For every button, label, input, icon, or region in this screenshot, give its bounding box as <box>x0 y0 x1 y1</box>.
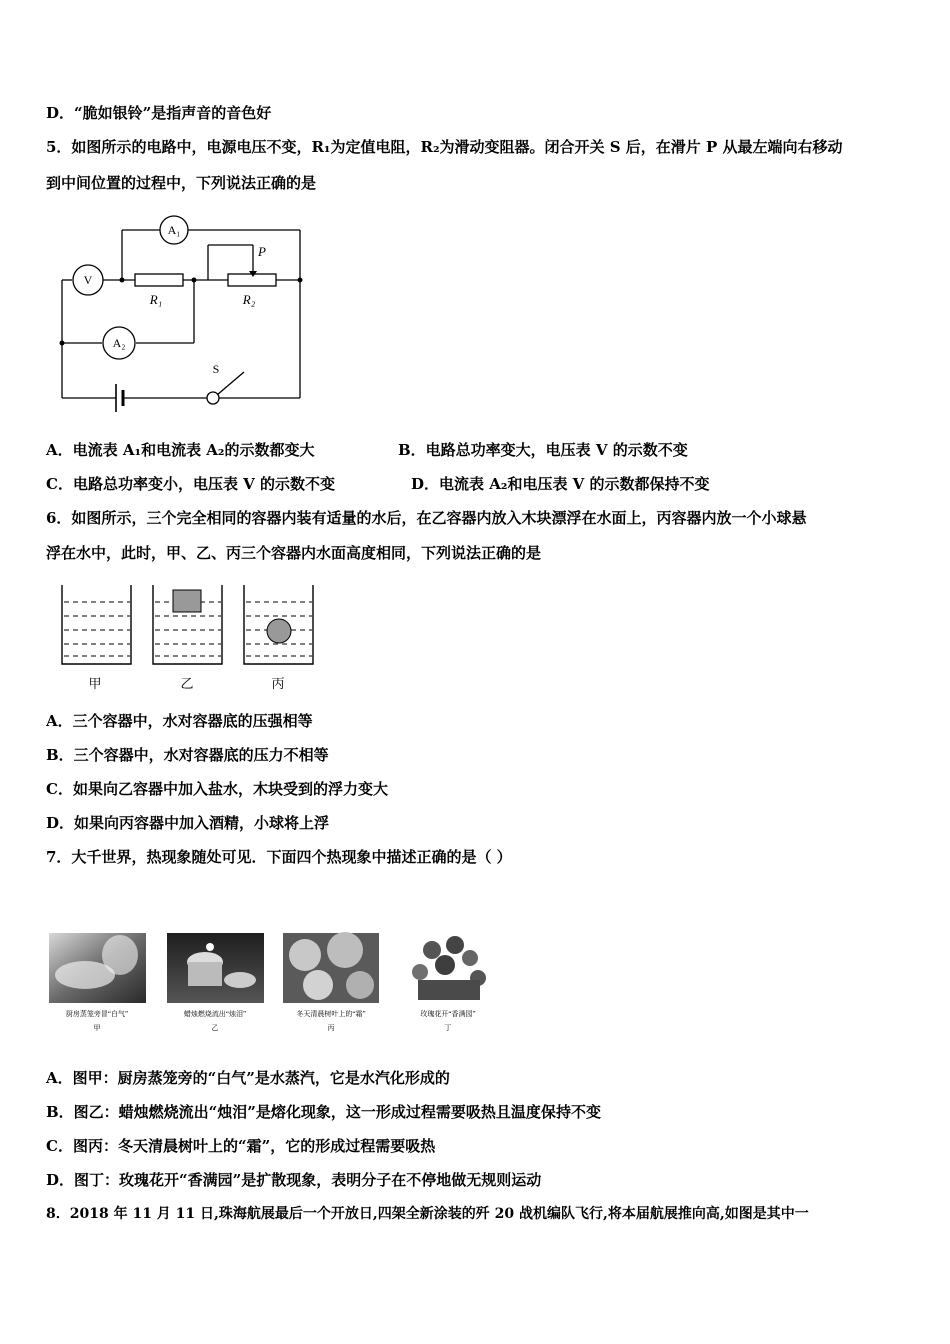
photo-label-3: 丙 <box>327 1024 335 1032</box>
photo-caption-2: 蜡烛燃烧流出“烛泪” <box>183 1010 247 1018</box>
photo-caption-4: 玫瑰花开“香满园” <box>420 1010 476 1018</box>
q5-option-c: C．电路总功率变小，电压表 V 的示数不变 <box>46 475 336 493</box>
photo-label-1: 甲 <box>93 1024 101 1032</box>
q7-stem: 7．大千世界，热现象随处可见．下面四个热现象中描述正确的是（ ） <box>46 848 512 866</box>
q7-option-a: A．图甲：厨房蒸笼旁的“白气”是水蒸汽，它是水汽化形成的 <box>46 1069 450 1087</box>
q6-option-b: B．三个容器中，水对容器底的压力不相等 <box>46 746 329 764</box>
q6-stem-line1: 6．如图所示，三个完全相同的容器内装有适量的水后，在乙容器内放入木块漂浮在水面上，丙容器内放一个小球悬 <box>46 509 807 527</box>
q5-circuit-diagram <box>55 200 315 430</box>
q7-option-c: C．图丙：冬天清晨树叶上的“霜”，它的形成过程需要吸热 <box>46 1137 436 1155</box>
q6-option-d: D．如果向丙容器中加入酒精，小球将上浮 <box>46 814 330 832</box>
slider-p-label: P <box>258 244 266 259</box>
q7-option-b: B．图乙：蜡烛燃烧流出“烛泪”是熔化现象，这一形成过程需要吸热且温度保持不变 <box>46 1103 601 1121</box>
photo-caption-1: 厨房蒸笼旁冒“白气” <box>65 1010 129 1018</box>
q4-option-d: D．“脆如银铃”是指声音的音色好 <box>46 104 272 122</box>
q5-option-a: A．电流表 A₁和电流表 A₂的示数都变大 <box>46 441 315 459</box>
resistor-r1-label: R₁ <box>149 292 163 307</box>
container-label-bing: 丙 <box>271 676 285 691</box>
q7-photos <box>45 928 505 1038</box>
q7-option-d: D．图丁：玫瑰花开“香满园”是扩散现象，表明分子在不停地做无规则运动 <box>46 1171 542 1189</box>
q5-stem-line2: 到中间位置的过程中，下列说法正确的是 <box>46 174 317 192</box>
container-label-yi: 乙 <box>180 676 194 691</box>
q6-containers-diagram <box>55 580 325 695</box>
voltmeter-label: V <box>83 273 93 287</box>
ammeter-a2-label: A₂ <box>112 336 126 350</box>
photo-label-4: 丁 <box>444 1024 452 1032</box>
q5-option-d: D．电流表 A₂和电压表 V 的示数都保持不变 <box>411 475 710 493</box>
q6-option-c: C．如果向乙容器中加入盐水，木块受到的浮力变大 <box>46 780 388 798</box>
q8-stem: 8．2018 年 11 月 11 日,珠海航展最后一个开放日,四架全新涂装的歼 20 战机编队飞行,将本届航展推向高,如图是其中一 <box>46 1206 809 1222</box>
suspended-ball <box>267 619 291 643</box>
photo-label-2: 乙 <box>211 1024 219 1032</box>
q5-stem-line1: 5．如图所示的电路中，电源电压不变，R₁为定值电阻，R₂为滑动变阻器。闭合开关 S 后，在滑片 P 从最左端向右移动 <box>46 138 843 156</box>
switch-s-label: S <box>212 362 220 376</box>
photo-caption-3: 冬天清晨树叶上的“霜” <box>296 1010 366 1018</box>
container-label-jia: 甲 <box>88 676 102 691</box>
q6-stem-line2: 浮在水中，此时，甲、乙、丙三个容器内水面高度相同，下列说法正确的是 <box>46 544 542 562</box>
resistor-r2-label: R₂ <box>242 292 256 307</box>
q5-option-b: B．电路总功率变大，电压表 V 的示数不变 <box>398 441 688 459</box>
ammeter-a1-label: A₁ <box>167 223 181 237</box>
q6-option-a: A．三个容器中，水对容器底的压强相等 <box>46 712 313 730</box>
wood-block <box>173 590 201 612</box>
